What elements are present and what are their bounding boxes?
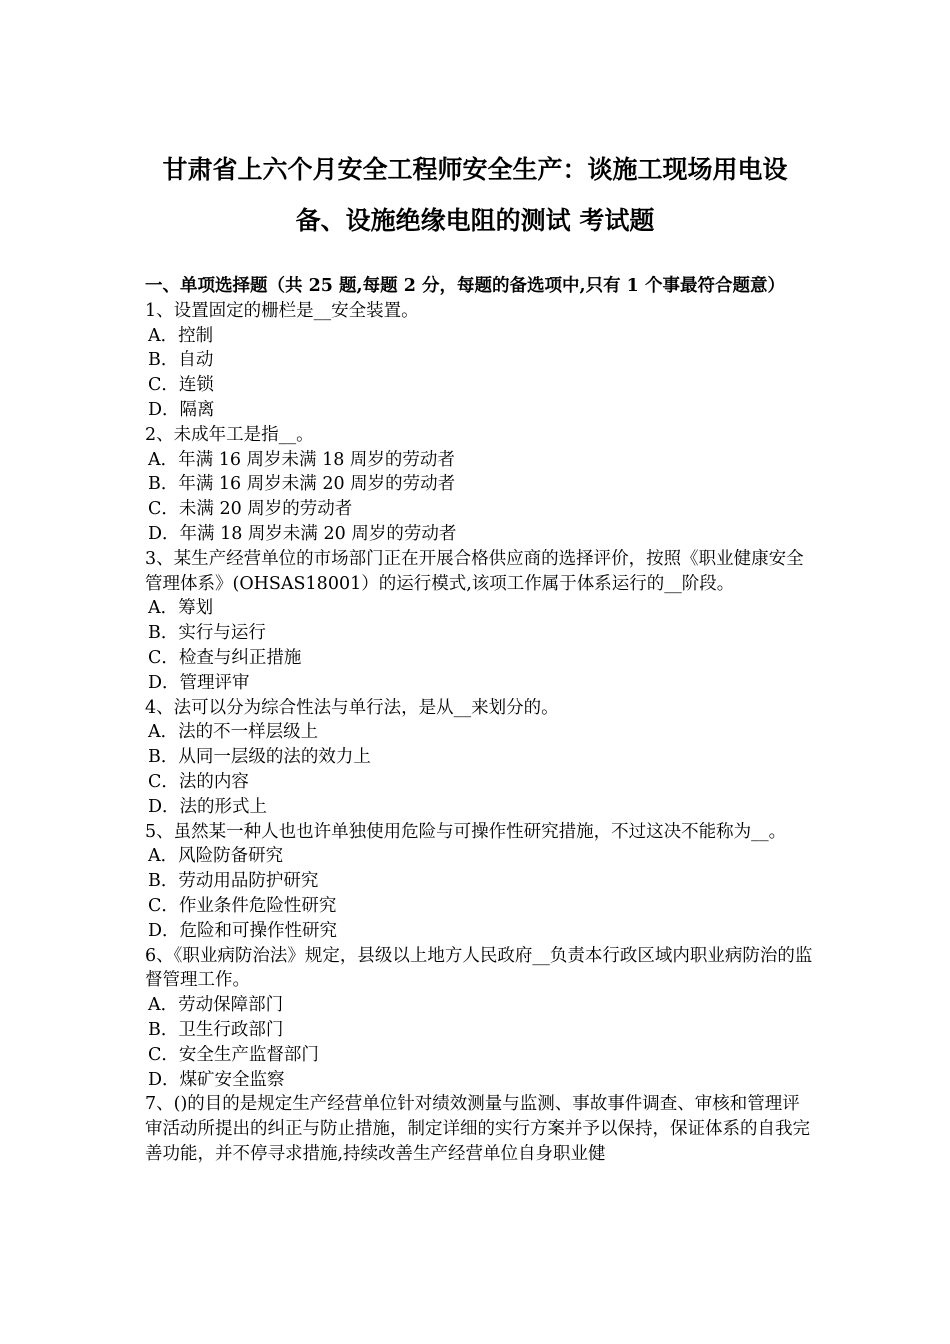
document-title-line-1: 甘肃省上六个月安全工程师安全生产：谈施工现场用电设 bbox=[162, 155, 788, 184]
question-text: 3、某生产经营单位的市场部门正在开展合格供应商的选择评价，按照《职业健康安全管理体系》(OHSAS18001）的运行模式,该项工作属于体系运行的__阶段。 bbox=[145, 548, 804, 594]
option-b: B．从同一层级的法的效力上 bbox=[148, 747, 371, 768]
question-block bbox=[145, 944, 813, 1093]
question-block bbox=[145, 1092, 813, 1166]
question-text: 2、未成年工是指__。 bbox=[145, 424, 314, 445]
question-text: 1、设置固定的栅栏是__安全装置。 bbox=[145, 300, 419, 321]
option-c: C．未满 20 周岁的劳动者 bbox=[148, 499, 353, 520]
option-a: A．风险防备研究 bbox=[148, 846, 284, 867]
option-a: A．法的不一样层级上 bbox=[148, 722, 319, 743]
option-a: A．劳动保障部门 bbox=[148, 995, 284, 1016]
question-block bbox=[145, 423, 813, 547]
question-block bbox=[145, 299, 813, 423]
option-c: C．连锁 bbox=[148, 375, 214, 396]
option-b: B．劳动用品防护研究 bbox=[148, 871, 319, 892]
option-d: D．危险和可操作性研究 bbox=[148, 920, 338, 941]
question-text: 4、法可以分为综合性法与单行法，是从__来划分的。 bbox=[145, 697, 559, 718]
question-text: 7、()的目的是规定生产经营单位针对绩效测量与监测、事故事件调查、审核和管理评审活动所提出的纠正与防止措施，制定详细的实行方案并予以保持，保证体系的自我完善功能，并不停寻求措施,持续改善生产经营单位自身职业健 bbox=[145, 1094, 810, 1164]
option-c: C．检查与纠正措施 bbox=[148, 647, 302, 668]
option-b: B．实行与运行 bbox=[148, 623, 266, 644]
document-title-line-2: 备、设施绝缘电阻的测试 考试题 bbox=[295, 206, 655, 235]
option-a: A．年满 16 周岁未满 18 周岁的劳动者 bbox=[148, 449, 455, 470]
question-block bbox=[145, 820, 813, 944]
option-d: D．年满 18 周岁未满 20 周岁的劳动者 bbox=[148, 523, 457, 544]
option-b: B．年满 16 周岁未满 20 周岁的劳动者 bbox=[148, 474, 456, 495]
option-d: D．法的形式上 bbox=[148, 796, 268, 817]
question-text: 5、虽然某一种人也也许单独使用危险与可操作性研究措施，不过这决不能称为__。 bbox=[145, 821, 787, 842]
option-d: D．管理评审 bbox=[148, 672, 250, 693]
option-a: A．控制 bbox=[148, 325, 214, 346]
option-a: A．筹划 bbox=[148, 598, 214, 619]
option-c: C．法的内容 bbox=[148, 771, 249, 792]
option-b: B．卫生行政部门 bbox=[148, 1019, 284, 1040]
option-b: B．自动 bbox=[148, 350, 214, 371]
document-body bbox=[145, 274, 813, 1167]
option-d: D．隔离 bbox=[148, 399, 215, 420]
question-block bbox=[145, 696, 813, 820]
question-text: 6、《职业病防治法》规定，县级以上地方人民政府__负责本行政区域内职业病防治的监督管理工作。 bbox=[145, 945, 813, 991]
option-c: C．作业条件危险性研究 bbox=[148, 895, 337, 916]
section-heading: 一、单项选择题（共 25 题,每题 2 分，每题的备选项中,只有 1 个事最符合题意） bbox=[145, 276, 785, 296]
option-d: D．煤矿安全监察 bbox=[148, 1069, 285, 1090]
question-block bbox=[145, 547, 813, 696]
option-c: C．安全生产监督部门 bbox=[148, 1044, 319, 1065]
